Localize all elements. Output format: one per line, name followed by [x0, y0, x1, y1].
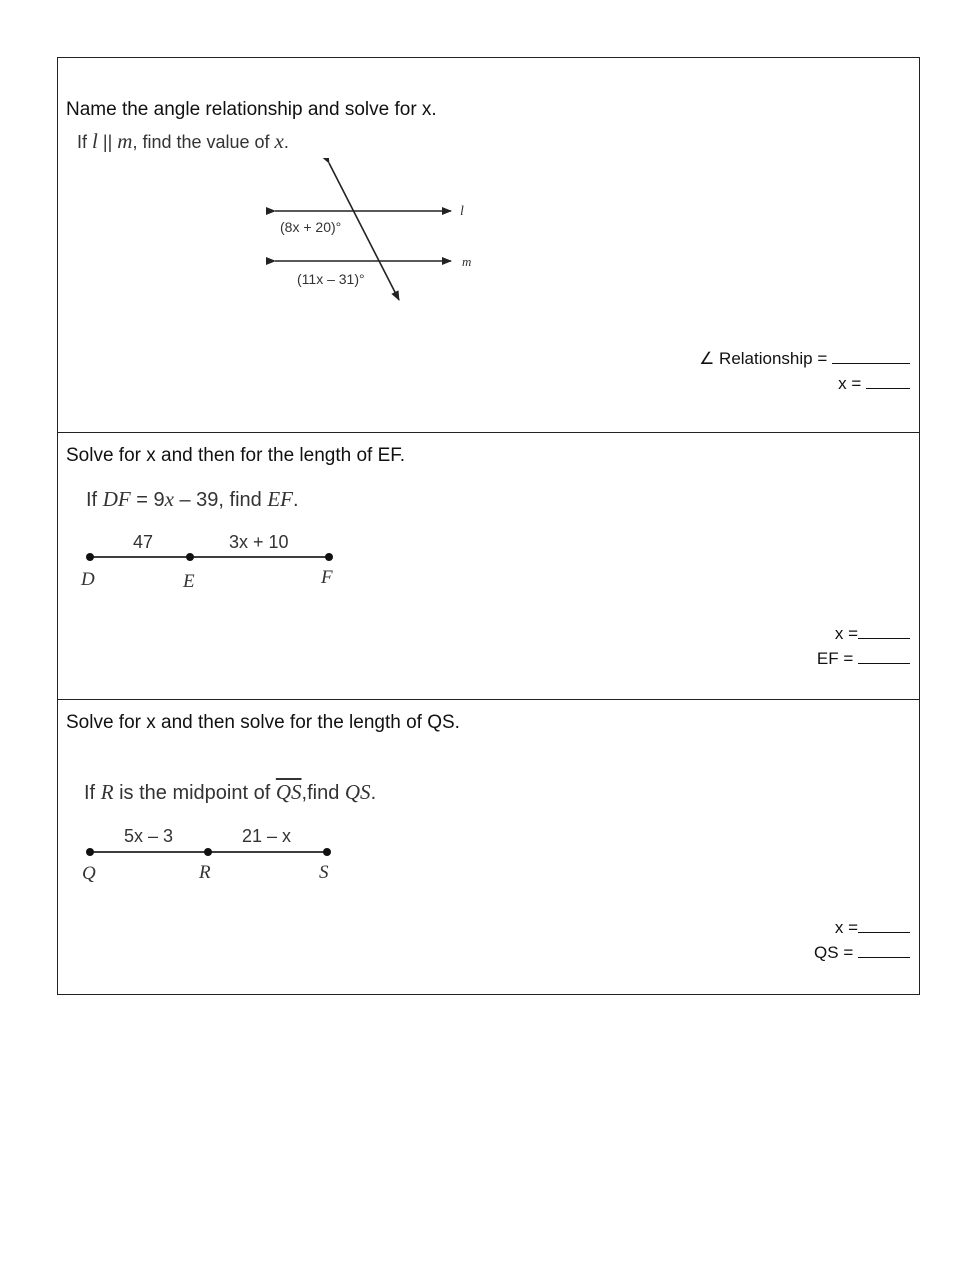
- point-r: [204, 848, 212, 856]
- problem-1-section: [58, 58, 919, 433]
- ef-answer: EF =: [817, 646, 910, 671]
- problem-3-prompt: If R is the midpoint of $\overline{QS},find$ QS.: [84, 780, 377, 804]
- segment-qr-label: 5x – 3: [124, 826, 174, 846]
- line-l-label: l: [460, 204, 464, 219]
- point-d: [86, 553, 94, 561]
- segment-qrs-figure: [73, 820, 373, 890]
- point-r-label: R: [199, 862, 211, 883]
- problem-1-answers: [699, 346, 910, 396]
- problem-1-prompt: If l || m, find the value of x.: [77, 129, 289, 153]
- angle-top-label: (8x + 20)°: [280, 219, 342, 235]
- point-s: [323, 848, 331, 856]
- relationship-blank[interactable]: [832, 347, 910, 364]
- angle-bottom-label: (11x – 31)°: [297, 271, 365, 287]
- problem-3-instruction: Solve for x and then solve for the length of QS.: [66, 712, 460, 733]
- problem-2-answers: [817, 621, 910, 671]
- problem-3-answers: [814, 915, 910, 965]
- point-f: [325, 553, 333, 561]
- point-s-label: S: [319, 862, 329, 883]
- point-e-label: E: [183, 571, 195, 592]
- point-q: [86, 848, 94, 856]
- segment-rs-label: 21 – x: [242, 826, 292, 846]
- qs-answer: QS =: [814, 940, 910, 965]
- ef-blank[interactable]: [858, 647, 910, 664]
- segment-ef-label: 3x + 10: [229, 532, 289, 552]
- qs-blank[interactable]: [858, 941, 910, 958]
- x-answer-3: x =: [814, 915, 910, 940]
- worksheet-table: [57, 57, 920, 995]
- problem-2-instruction: Solve for x and then for the length of EF.: [66, 445, 406, 466]
- segment-def-figure: [73, 525, 373, 595]
- parallel-lines-figure: [263, 158, 493, 308]
- x-answer-1: x =: [699, 371, 910, 396]
- problem-3-section: [58, 700, 919, 994]
- x-answer-2: x =: [817, 621, 910, 646]
- point-e: [186, 553, 194, 561]
- relationship-answer: ∠ Relationship =: [699, 346, 910, 371]
- x-blank-1[interactable]: [866, 372, 910, 389]
- point-f-label: F: [321, 567, 333, 588]
- line-m-label: m: [462, 254, 472, 269]
- problem-1-instruction: Name the angle relationship and solve for x.: [66, 99, 437, 120]
- segment-qs-notation: $\overline{QS}$: [275, 780, 302, 804]
- x-blank-3[interactable]: [858, 916, 910, 933]
- x-blank-2[interactable]: [858, 622, 910, 639]
- point-q-label: Q: [82, 863, 96, 884]
- problem-2-prompt: If DF = 9x – 39, find EF.: [86, 487, 299, 511]
- problem-2-section: [58, 433, 919, 700]
- segment-de-label: 47: [133, 532, 154, 552]
- point-d-label: D: [81, 569, 95, 590]
